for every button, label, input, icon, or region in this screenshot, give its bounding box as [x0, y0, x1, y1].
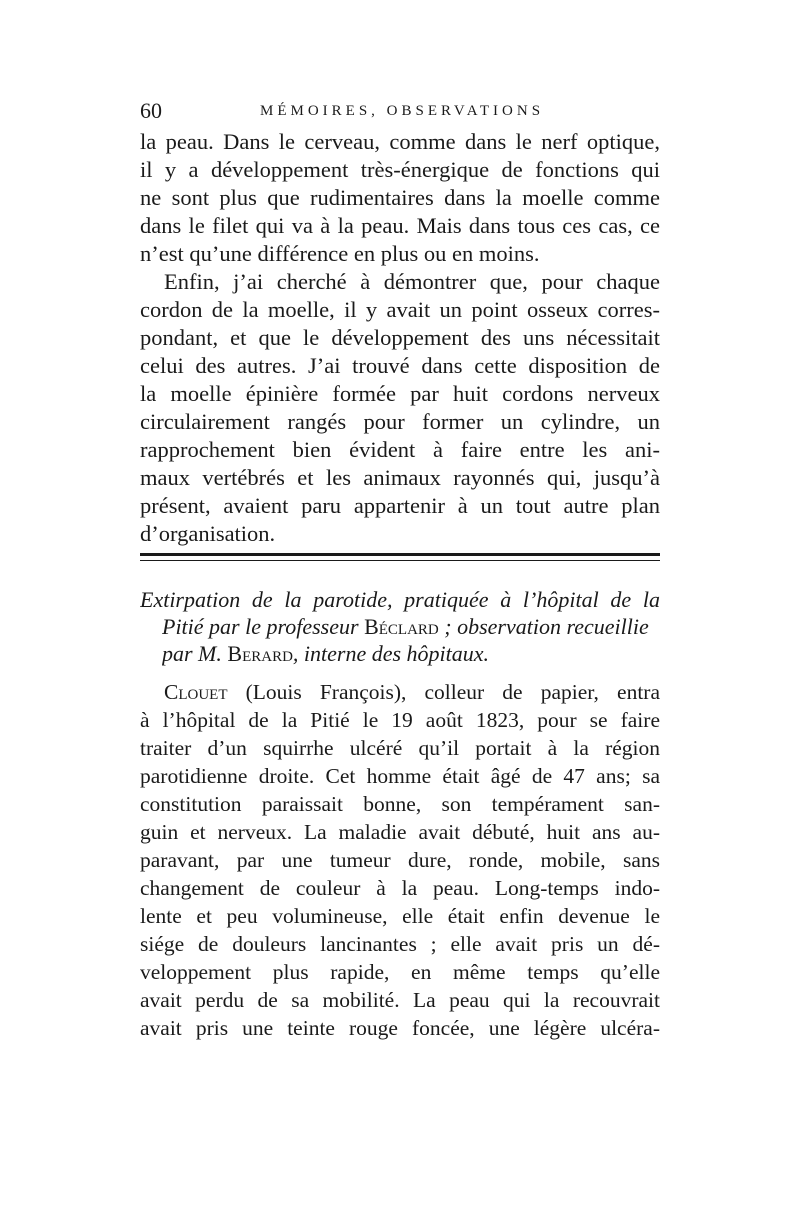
text-line: dans le filet qui va à la peau. Mais dans tous ces cas, ce [140, 213, 660, 238]
text-line: traiter d’un squirrhe ulcéré qu’il portait à la région [140, 736, 660, 760]
patient-name: Clouet [164, 680, 228, 704]
text-line [140, 677, 660, 707]
text-line: il y a développement très-énergique de fonctions qui [140, 157, 660, 182]
title-text: ; observation recueillie [438, 614, 649, 639]
running-head: MÉMOIRES, OBSERVATIONS [260, 103, 545, 119]
text-line: veloppement plus rapide, en même temps qu’elle [140, 960, 660, 984]
professor-name: Béclard [364, 614, 439, 639]
text-line: à l’hôpital de la Pitié le 19 août 1823, pour se faire [140, 708, 660, 732]
text-line: guin et nerveux. La maladie avait débuté, huit ans au- [140, 820, 660, 844]
title-line [162, 639, 660, 669]
text-line: la moelle épinière formée par huit cordons nerveux [140, 381, 660, 406]
text-line: siége de douleurs lancinantes ; elle avait pris un dé- [140, 932, 660, 956]
text-line: maux vertébrés et les animaux rayonnés qui, jusqu’à [140, 465, 660, 490]
text-line: avait perdu de sa mobilité. La peau qui la recouvrait [140, 988, 660, 1012]
text-line: n’est qu’une différence en plus ou en moins. [140, 241, 540, 266]
text-line: pondant, et que le développement des uns nécessitait [140, 325, 660, 350]
title-line: Extirpation de la parotide, pratiquée à l’hôpital de la [140, 587, 660, 612]
text-line: circulairement rangés pour former un cylindre, un [140, 409, 660, 434]
text-line: lente et peu volumineuse, elle était enfin devenue le [140, 904, 660, 928]
text-line: Enfin, j’ai cherché à démontrer que, pour chaque [164, 269, 660, 294]
text-line: constitution paraissait bonne, son tempérament san- [140, 792, 660, 816]
text-line: celui des autres. J’ai trouvé dans cette disposition de [140, 353, 660, 378]
page-header [140, 98, 660, 126]
text-line: rapprochement bien évident à faire entre les ani- [140, 437, 660, 462]
title-line [162, 612, 660, 642]
page-number: 60 [140, 98, 162, 123]
section-divider-thin [140, 560, 660, 561]
text-line: ne sont plus que rudimentaires dans la moelle comme [140, 185, 660, 210]
text-line: parotidienne droite. Cet homme était âgé de 47 ans; sa [140, 764, 660, 788]
text-line: la peau. Dans le cerveau, comme dans le nerf optique, [140, 129, 660, 154]
text-line: cordon de la moelle, il y avait un point osseux corres- [140, 297, 660, 322]
text-line: avait pris une teinte rouge foncée, une légère ulcéra- [140, 1016, 660, 1040]
text-line: présent, avaient paru appartenir à un tout autre plan [140, 493, 660, 518]
text-line: changement de couleur à la peau. Long-temps indo- [140, 876, 660, 900]
text-line: paravant, par une tumeur dure, ronde, mobile, sans [140, 848, 660, 872]
title-text: Pitié par le professeur [162, 614, 365, 639]
section-divider-thick [140, 553, 660, 556]
title-text: par M. [162, 641, 228, 666]
author-name: Berard [227, 641, 293, 666]
text-run: (Louis François), colleur de papier, entra [227, 680, 660, 704]
text-line: d’organisation. [140, 521, 276, 546]
title-text: , interne des hôpitaux. [292, 641, 490, 666]
